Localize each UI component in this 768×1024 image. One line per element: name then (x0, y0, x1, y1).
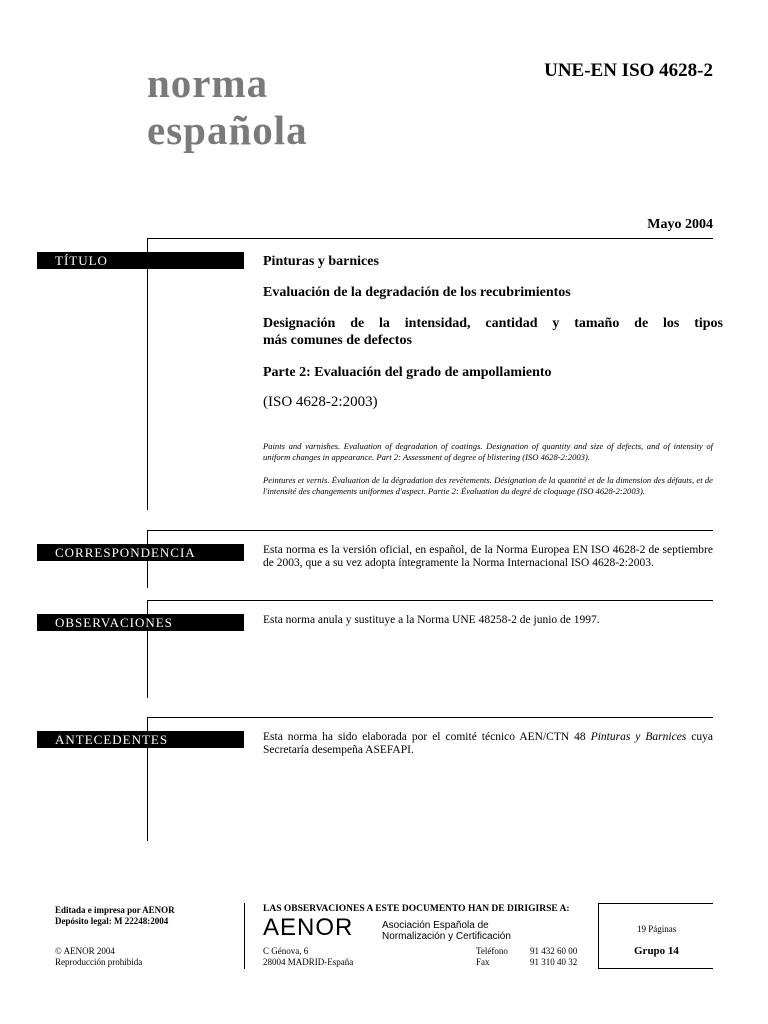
phone-number: 91 432 60 00 (530, 946, 578, 956)
footer-rule-top (598, 903, 713, 904)
title-line-1: Pinturas y barnices (263, 254, 379, 269)
title-line-2: Evaluación de la degradación de los recubrimientos (263, 285, 571, 300)
footer-city: 28004 MADRID-España (263, 957, 354, 967)
footer-copyright: © AENOR 2004 (55, 946, 115, 956)
label-observaciones: OBSERVACIONES (37, 614, 244, 631)
vrule-titulo (147, 238, 148, 510)
divider-titulo (147, 238, 713, 239)
publication-date: Mayo 2004 (647, 217, 713, 232)
footer-rule-bottom (598, 968, 713, 969)
footer-vrule-right (598, 903, 599, 969)
title-line-3b: más comunes de defectos (263, 333, 412, 348)
footer-deposit: Depósito legal: M 22248:2004 (55, 916, 169, 926)
footer-street: C Génova, 6 (263, 946, 309, 956)
iso-reference: (ISO 4628-2:2003) (263, 394, 378, 410)
observaciones-text: Esta norma anula y sustituye a la Norma UNE 48258-2 de junio de 1997. (263, 614, 600, 626)
label-correspondencia: CORRESPONDENCIA (37, 544, 244, 561)
footer-edited: Editada e impresa por AENOR (55, 905, 175, 915)
label-titulo: TÍTULO (37, 252, 244, 269)
english-title: Paints and varnishes. Evaluation of degradation of coatings. Designation of quantity and size of defects, and of intensity of uniform changes in appearance. Part 2: Assessment of degree of blistering (ISO 4628-2:2003). (263, 441, 713, 462)
phone-label: Teléfono (476, 946, 508, 956)
title-line-4: Parte 2: Evaluación del grado de ampollamiento (263, 365, 552, 380)
aenor-logo: AENOR (263, 914, 354, 941)
antecedentes-committee: Pinturas y Barnices (590, 731, 687, 743)
brand-title (147, 60, 308, 154)
brand-line-2: española (147, 107, 308, 153)
antecedentes-text-after: cuya Secretaría desempeña ASEFAPI. (263, 731, 713, 756)
divider-antecedentes (147, 717, 713, 718)
footer-reproduction: Reproducción prohibida (55, 957, 143, 967)
antecedentes-text (263, 731, 713, 757)
group-number: Grupo 14 (634, 945, 679, 957)
divider-observaciones (147, 600, 713, 601)
label-antecedentes: ANTECEDENTES (37, 731, 244, 748)
title-line-3a: Designación de la intensidad, cantidad y tamaño de los tipos (263, 316, 723, 331)
fax-number: 91 310 40 32 (530, 957, 578, 967)
fax-label: Fax (476, 957, 490, 967)
divider-correspondencia (147, 530, 713, 531)
assoc-line-2: Normalización y Certificación (382, 931, 511, 942)
footer-observations-heading: LAS OBSERVACIONES A ESTE DOCUMENTO HAN DE DIRIGIRSE A: (263, 904, 570, 914)
antecedentes-text-before: Esta norma ha sido elaborada por el comité técnico AEN/CTN 48 (263, 731, 591, 743)
assoc-line-1: Asociación Española de (382, 920, 489, 931)
footer-vrule-left (244, 903, 245, 969)
page-count: 19 Páginas (637, 924, 677, 934)
standard-code: UNE-EN ISO 4628-2 (544, 60, 713, 81)
brand-line-1: norma (147, 60, 269, 106)
correspondencia-text: Esta norma es la versión oficial, en español, de la Norma Europea EN ISO 4628-2 de septiembre de 2003, que a su vez adopta íntegramente la Norma Internacional ISO 4628-2:2003. (263, 544, 713, 569)
title-line-3 (263, 315, 723, 349)
french-title: Peintures et vernis. Évaluation de la dégradation des revêtements. Désignation de la quantité et de la dimension des défauts, et de l'intensité des changements uniformes d'aspect. Partie 2: Évaluation du degré de cloquage (ISO 4628-2:2003). (263, 475, 713, 496)
